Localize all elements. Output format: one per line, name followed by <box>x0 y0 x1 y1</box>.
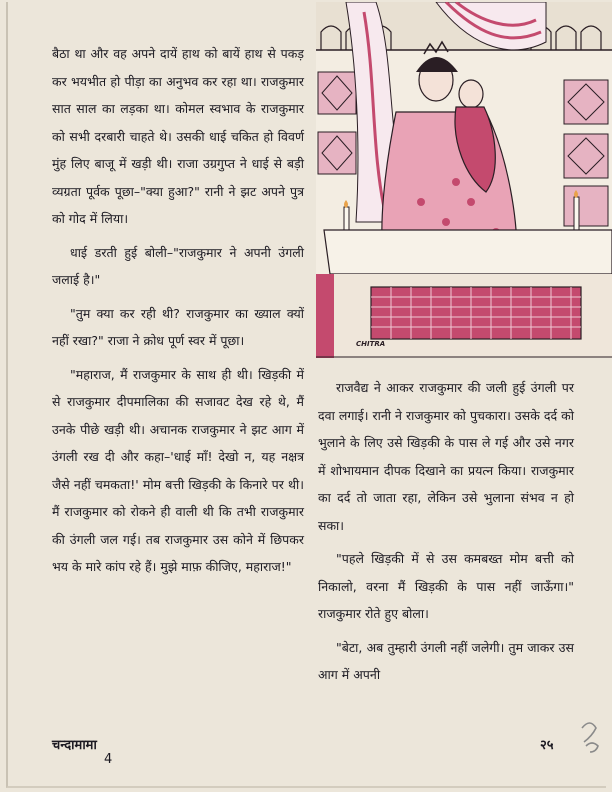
paragraph: राजवैद्य ने आकर राजकुमार की जली हुई उंगली पर दवा लगाई। रानी ने राजकुमार को पुचकारा। उसके दर्द को भुलाने के लिए उसे खिड़की के पास ले गई और उसे नगर में शोभायमान दीपक दिखाने का प्रयत्न किया। राजकुमार का दर्द तो जाता रहा, लेकिन उसे भुलाना संभव न हो सका। <box>318 380 574 533</box>
paragraph: धाई डरती हुई बोली–"राजकुमार ने अपनी उंगली जलाई है।" <box>52 244 304 287</box>
paragraph: "तुम क्या कर रही थी? राजकुमार का ख्याल क्यों नहीं रखा?" राजा ने क्रोध पूर्ण स्वर में पूछा। <box>52 305 304 348</box>
handwritten-mark <box>578 716 604 756</box>
paragraph: बैठा था और वह अपने दायें हाथ को बायें हाथ से पकड़ कर भयभीत हो पीड़ा का अनुभव कर रहा था। राजकुमार सात साल का लड़का था। कोमल स्वभाव के राजकुमार को सभी दरबारी चाहते थे। उसकी धाई चकित हो विवर्ण मुंह लिए बाजू में खड़ी थी। राजा उग्रगुप्त ने धाई से बड़ी व्यग्रता पूर्वक पूछा–"क्या हुआ?" रानी ने झट अपने पुत्र को गोद में लिया। <box>52 46 304 226</box>
paragraph: "बेटा, अब तुम्हारी उंगली नहीं जलेगी। तुम जाकर उस आग में अपनी <box>318 639 574 682</box>
paragraph: "पहले खिड़की में से उस कमबख्त मोम बत्ती को निकालो, वरना मैं खिड़की के पास नहीं जाऊँगा।" राजकुमार रोते हुए बोला। <box>318 551 574 621</box>
illustration-queen-with-prince <box>316 2 612 358</box>
magazine-title: चन्दामामा <box>52 738 97 753</box>
page-number-left: 4 <box>104 752 113 767</box>
left-text-column <box>52 40 304 581</box>
right-text-column <box>318 374 574 689</box>
paragraph: "महाराज, मैं राजकुमार के साथ ही थी। खिड़की में से राजकुमार दीपमालिका की सजावट देख रहे थे, मैं उनके पीछे खड़ी थी। अचानक राजकुमार ने झट आग में उंगली रख दी और कहा–'धाई माँ! देखो न, यह नक्षत्र जैसे नहीं चमकता!' मोम बत्ती खिड़की के किनारे पर थी। मैं राजकुमार को रोकने ही वाली थी कि तभी राजकुमार की उंगली जल गई। तब राजकुमार उस कोने में छिपकर भय के मारे कांप रहे हैं। मुझे माफ़ कीजिए, महाराज!" <box>52 366 304 574</box>
story-illustration <box>316 2 612 358</box>
page-number-right: २५ <box>540 738 554 753</box>
illustration-signature: CHITRA <box>356 340 386 348</box>
